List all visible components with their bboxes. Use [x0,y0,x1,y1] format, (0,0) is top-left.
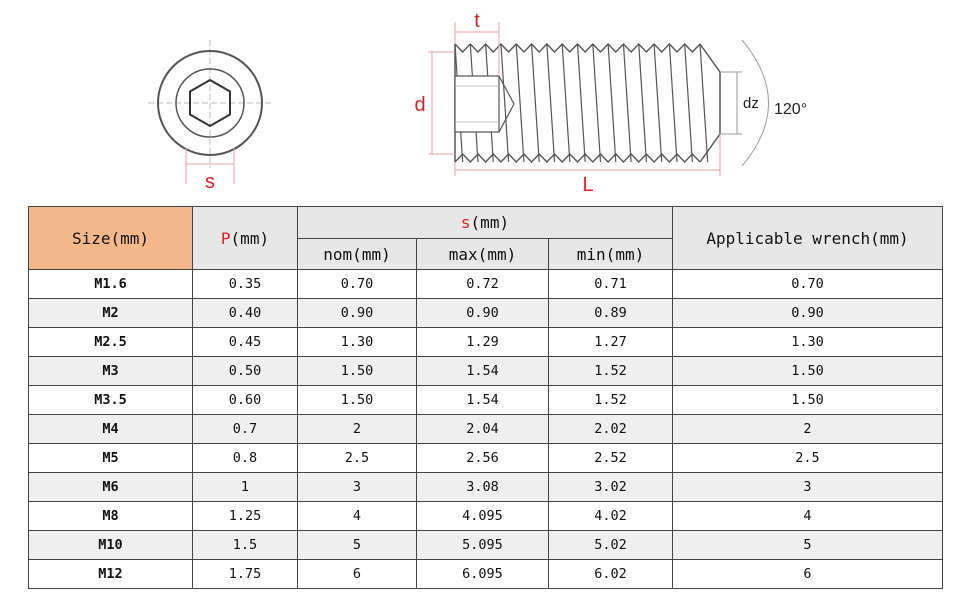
cell-max: 0.90 [417,299,549,328]
header-size: Size(mm) [29,207,193,270]
side-view [414,10,807,196]
cell-wrench: 0.90 [673,299,943,328]
cell-wrench: 4 [673,502,943,531]
table-row [29,531,943,560]
thread-line [532,44,540,162]
dim-label-L: L [582,174,594,196]
cell-size: M2 [29,299,193,328]
cell-p: 0.7 [193,415,298,444]
cell-max: 2.04 [417,415,549,444]
thread-line [623,44,631,162]
cell-size: M10 [29,531,193,560]
socket-cutaway [455,76,499,132]
cell-min: 3.02 [549,473,673,502]
cell-nom: 1.50 [298,357,417,386]
angle-label: 120° [774,101,808,118]
thread-line [501,44,509,162]
cell-min: 0.71 [549,270,673,299]
header-wrench: Applicable wrench(mm) [673,207,943,270]
header-pitch [193,207,298,270]
cell-wrench: 6 [673,560,943,589]
set-screw-diagram [0,0,970,205]
dim-label-dz: dz [743,95,759,112]
cell-max: 5.095 [417,531,549,560]
thread-line [669,44,677,162]
cell-min: 0.89 [549,299,673,328]
cell-size: M2.5 [29,328,193,357]
header-pitch-unit: (mm) [230,228,270,248]
cell-min: 4.02 [549,502,673,531]
cell-min: 6.02 [549,560,673,589]
cell-nom: 5 [298,531,417,560]
table-row [29,444,943,473]
thread-line [547,44,555,162]
cell-p: 0.8 [193,444,298,473]
cell-nom: 4 [298,502,417,531]
cell-min: 2.52 [549,444,673,473]
cell-wrench: 1.50 [673,386,943,415]
cell-max: 1.29 [417,328,549,357]
cell-nom: 1.30 [298,328,417,357]
cell-max: 1.54 [417,386,549,415]
cell-min: 1.52 [549,357,673,386]
cell-p: 0.35 [193,270,298,299]
specification-table [28,206,943,589]
header-s-letter: s [460,213,471,232]
cell-min: 1.27 [549,328,673,357]
cell-nom: 1.50 [298,386,417,415]
table-row [29,415,943,444]
cell-p: 0.60 [193,386,298,415]
cell-nom: 0.70 [298,270,417,299]
dim-label-d: d [414,94,426,116]
table-row [29,473,943,502]
end-view [148,40,272,193]
thread-line [593,44,601,162]
cell-wrench: 2 [673,415,943,444]
cell-p: 1 [193,473,298,502]
cell-max: 3.08 [417,473,549,502]
table-row [29,560,943,589]
cell-nom: 2 [298,415,417,444]
cell-wrench: 0.70 [673,270,943,299]
cell-size: M12 [29,560,193,589]
thread-line [639,44,647,162]
table-row [29,328,943,357]
thread-line [685,44,693,162]
cell-p: 1.75 [193,560,298,589]
table-row [29,270,943,299]
header-nom: nom(mm) [298,239,417,270]
cell-size: M4 [29,415,193,444]
table-row [29,502,943,531]
cell-max: 1.54 [417,357,549,386]
cell-min: 2.02 [549,415,673,444]
cell-size: M3 [29,357,193,386]
cell-p: 1.25 [193,502,298,531]
cell-wrench: 5 [673,531,943,560]
table-row [29,357,943,386]
table-row [29,386,943,415]
thread-line [562,44,570,162]
cell-size: M8 [29,502,193,531]
cell-nom: 3 [298,473,417,502]
cell-size: M3.5 [29,386,193,415]
cell-min: 5.02 [549,531,673,560]
header-min: min(mm) [549,239,673,270]
cell-max: 4.095 [417,502,549,531]
cell-size: M5 [29,444,193,473]
cell-wrench: 1.30 [673,328,943,357]
cell-max: 6.095 [417,560,549,589]
cell-p: 0.40 [193,299,298,328]
thread-line [578,44,586,162]
cell-wrench: 1.50 [673,357,943,386]
header-s-group [298,207,673,239]
cell-p: 0.50 [193,357,298,386]
cell-p: 0.45 [193,328,298,357]
cell-size: M6 [29,473,193,502]
cell-wrench: 3 [673,473,943,502]
header-s-unit: (mm) [470,213,510,232]
dim-label-t: t [474,10,480,32]
header-max: max(mm) [417,239,549,270]
cell-size: M1.6 [29,270,193,299]
cell-max: 0.72 [417,270,549,299]
cell-min: 1.52 [549,386,673,415]
header-pitch-letter: P [220,228,231,248]
thread-line [608,44,616,162]
table-row [29,299,943,328]
cell-p: 1.5 [193,531,298,560]
thread-line [654,44,662,162]
cell-nom: 6 [298,560,417,589]
cell-nom: 2.5 [298,444,417,473]
cell-wrench: 2.5 [673,444,943,473]
cell-max: 2.56 [417,444,549,473]
thread-line [516,44,524,162]
cell-nom: 0.90 [298,299,417,328]
thread-line [700,44,708,162]
dim-label-s: s [205,171,215,193]
